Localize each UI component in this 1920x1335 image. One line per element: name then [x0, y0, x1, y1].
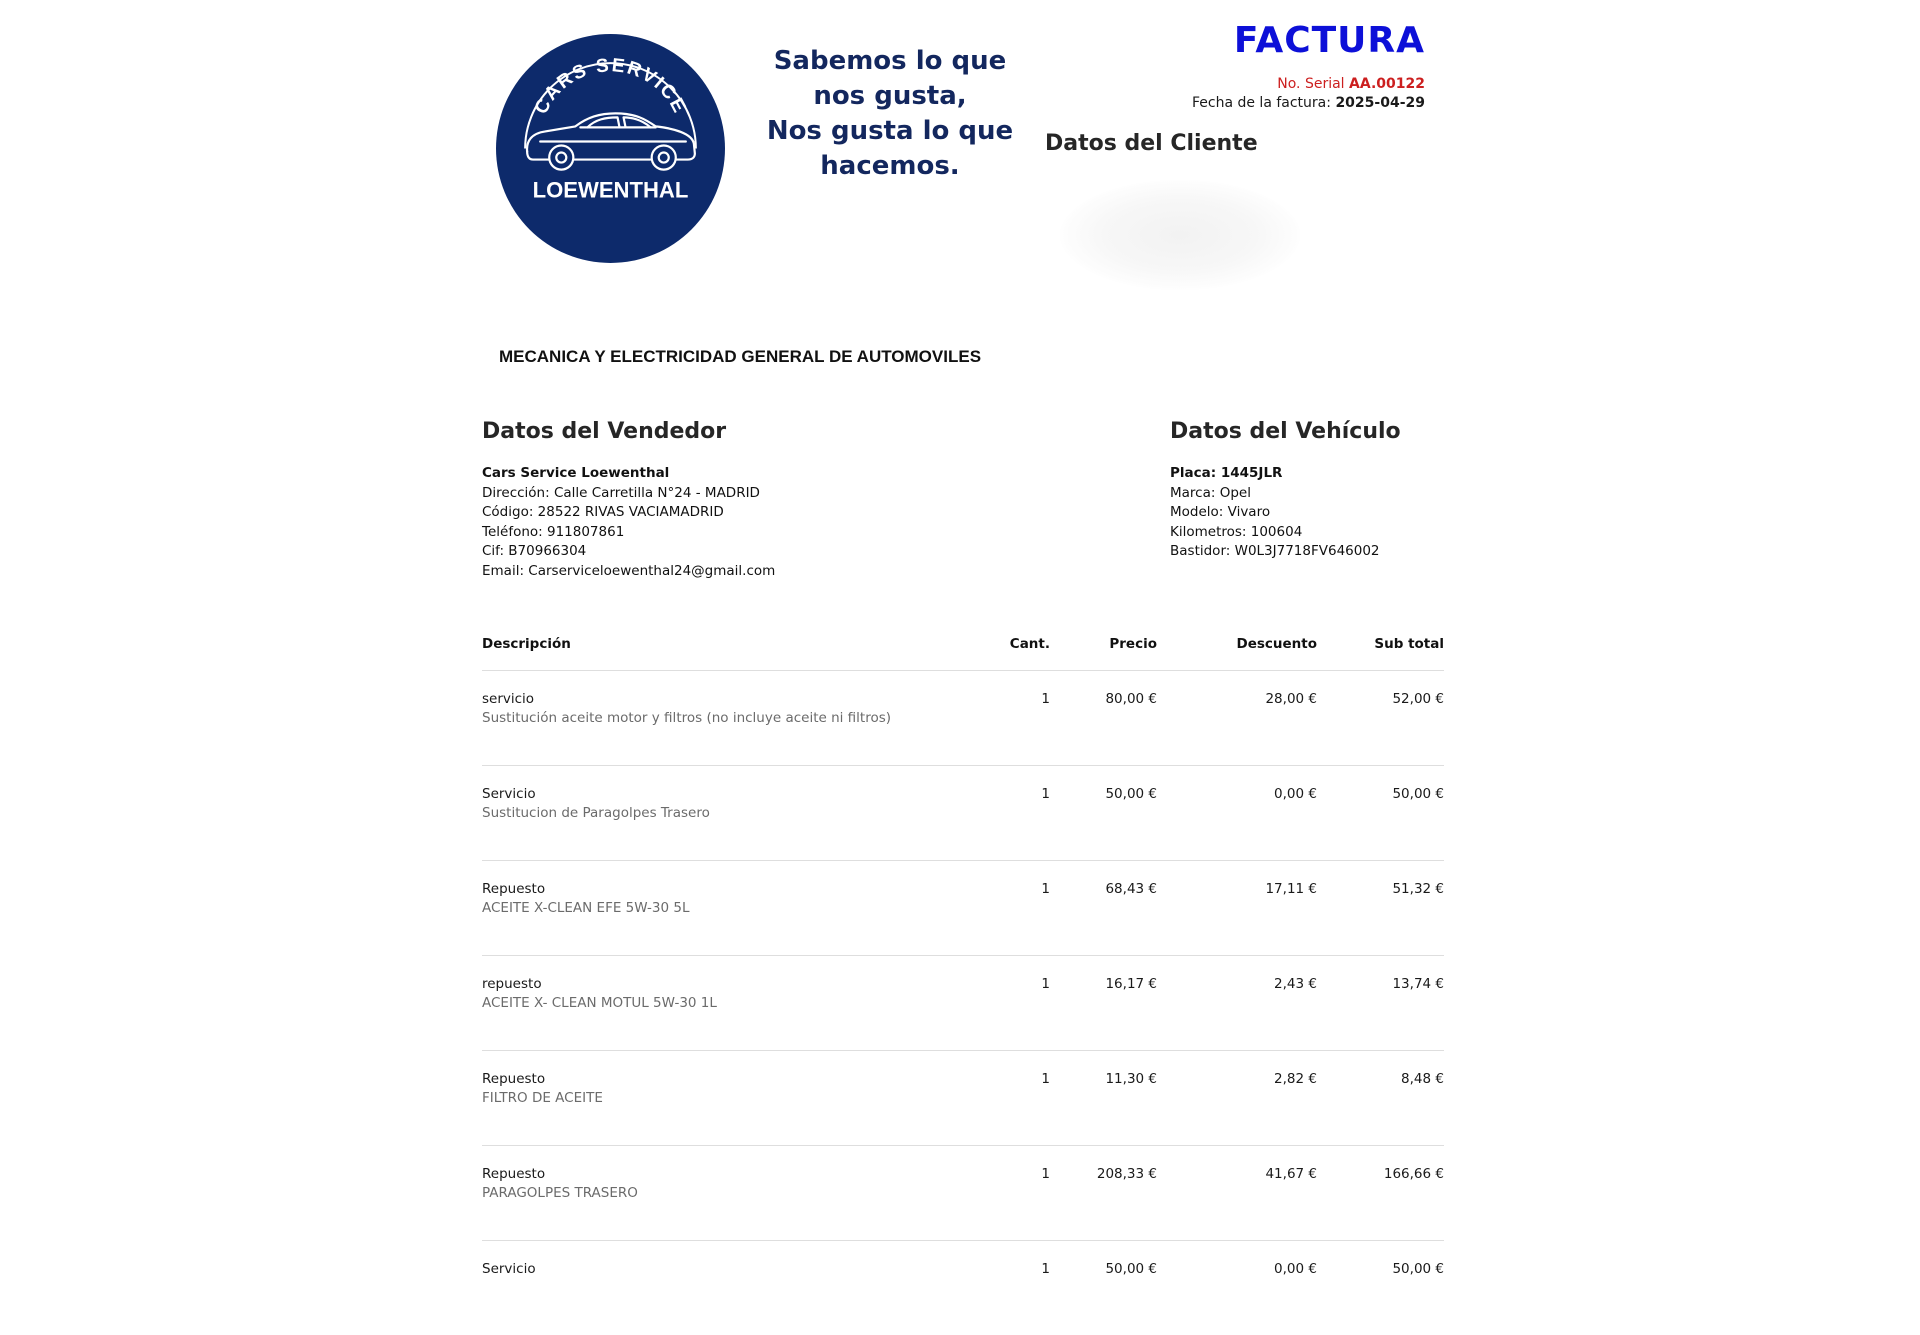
invoice-items-table [482, 630, 1444, 1335]
header-price: Precio [1109, 636, 1157, 652]
slogan-line: hacemos. [820, 151, 960, 181]
client-data-redacted [1060, 180, 1300, 290]
item-subtotal: 166,66 € [1383, 1166, 1444, 1182]
header-quantity: Cant. [1009, 636, 1050, 652]
vehicle-section-title: Datos del Vehículo [1170, 419, 1401, 444]
item-subtotal: 50,00 € [1392, 786, 1444, 802]
slogan [760, 44, 1020, 184]
seller-address: Dirección: Calle Carretilla N°24 - MADRID [482, 484, 760, 501]
seller-info [482, 464, 775, 581]
item-description [482, 1166, 638, 1201]
item-subtotal: 52,00 € [1392, 691, 1444, 707]
item-price: 208,33 € [1096, 1166, 1157, 1182]
item-discount: 41,67 € [1265, 1166, 1317, 1182]
item-price: 68,43 € [1105, 881, 1157, 897]
seller-cif: Cif: B70966304 [482, 543, 587, 559]
company-logo [495, 33, 726, 264]
seller-section-title: Datos del Vendedor [482, 419, 727, 444]
seller-postal-code: Código: 28522 RIVAS VACIAMADRID [482, 504, 724, 520]
header-subtotal: Sub total [1374, 636, 1444, 652]
item-discount: 28,00 € [1265, 691, 1317, 707]
table-row [482, 766, 1444, 860]
table-row [482, 1146, 1444, 1240]
item-subtotal: 50,00 € [1392, 1261, 1444, 1277]
item-price: 50,00 € [1105, 1261, 1157, 1277]
vehicle-info [1170, 464, 1380, 562]
item-subtotal: 8,48 € [1401, 1071, 1444, 1087]
item-quantity: 1 [1041, 691, 1050, 707]
slogan-line: Nos gusta lo que [766, 116, 1014, 146]
business-line: MECANICA Y ELECTRICIDAD GENERAL DE AUTOMOVILES [499, 347, 982, 366]
serial-label: No. Serial [1277, 76, 1345, 92]
seller-email: Email: Carserviceloewenthal24@gmail.com [482, 562, 776, 579]
item-description [482, 881, 690, 916]
invoice-title: FACTURA [1233, 20, 1425, 61]
item-discount: 0,00 € [1274, 1261, 1317, 1277]
table-row [482, 861, 1444, 955]
item-quantity: 1 [1041, 1166, 1050, 1182]
item-discount: 17,11 € [1265, 881, 1317, 897]
item-price: 16,17 € [1105, 976, 1157, 992]
item-subtotal: 51,32 € [1392, 881, 1444, 897]
invoice-date [1192, 95, 1425, 111]
item-detail: Sustitución aceite motor y filtros (no incluye aceite ni filtros) [482, 710, 892, 726]
table-row [482, 671, 1444, 765]
serial-number [1277, 76, 1425, 92]
item-price: 50,00 € [1105, 786, 1157, 802]
item-discount: 2,82 € [1274, 1071, 1317, 1087]
item-price: 11,30 € [1105, 1071, 1157, 1087]
serial-value: AA.00122 [1349, 76, 1425, 92]
date-value: 2025-04-29 [1335, 95, 1425, 111]
item-description [482, 1071, 603, 1106]
item-quantity: 1 [1041, 1071, 1050, 1087]
vehicle-plate: Placa: 1445JLR [1170, 465, 1283, 481]
table-row [482, 1051, 1444, 1145]
client-section-title: Datos del Cliente [1045, 131, 1258, 156]
item-type: Servicio [482, 786, 536, 802]
item-quantity: 1 [1041, 786, 1050, 802]
item-type: Repuesto [482, 881, 546, 897]
item-discount: 2,43 € [1274, 976, 1317, 992]
slogan-line: Sabemos lo que [773, 46, 1007, 76]
vehicle-brand: Marca: Opel [1170, 484, 1251, 501]
item-description [482, 691, 891, 726]
header-discount: Descuento [1236, 636, 1317, 652]
vehicle-vin: Bastidor: W0L3J7718FV646002 [1170, 543, 1380, 559]
item-quantity: 1 [1041, 1261, 1050, 1277]
item-discount: 0,00 € [1274, 786, 1317, 802]
date-label: Fecha de la factura: [1191, 95, 1331, 111]
item-description [482, 786, 710, 821]
table-row [482, 1241, 1444, 1335]
item-quantity: 1 [1041, 976, 1050, 992]
table-row [482, 956, 1444, 1050]
item-quantity: 1 [1041, 881, 1050, 897]
item-type: repuesto [482, 976, 542, 992]
item-subtotal: 13,74 € [1392, 976, 1444, 992]
item-type: Repuesto [482, 1166, 546, 1182]
item-type: Servicio [482, 1261, 536, 1277]
item-price: 80,00 € [1105, 691, 1157, 707]
item-detail: ACEITE X- CLEAN MOTUL 5W-30 1L [482, 995, 717, 1011]
vehicle-model: Modelo: Vivaro [1170, 504, 1271, 520]
seller-name: Cars Service Loewenthal [482, 465, 670, 481]
header-description: Descripción [482, 636, 571, 652]
item-detail: ACEITE X-CLEAN EFE 5W-30 5L [482, 900, 690, 916]
item-type: servicio [482, 691, 535, 707]
item-detail: PARAGOLPES TRASERO [482, 1185, 638, 1201]
svg-text:CARS SERVICE: CARS SERVICE [530, 55, 691, 118]
item-detail: FILTRO DE ACEITE [482, 1090, 603, 1106]
vehicle-mileage: Kilometros: 100604 [1170, 523, 1303, 540]
item-type: Repuesto [482, 1071, 546, 1087]
item-detail: Sustitucion de Paragolpes Trasero [482, 805, 710, 821]
item-description [482, 1261, 536, 1280]
svg-text:LOEWENTHAL: LOEWENTHAL [532, 177, 689, 203]
seller-phone: Teléfono: 911807861 [482, 523, 625, 540]
item-description [482, 976, 717, 1011]
table-header [482, 630, 1444, 670]
slogan-line: nos gusta, [813, 81, 967, 111]
